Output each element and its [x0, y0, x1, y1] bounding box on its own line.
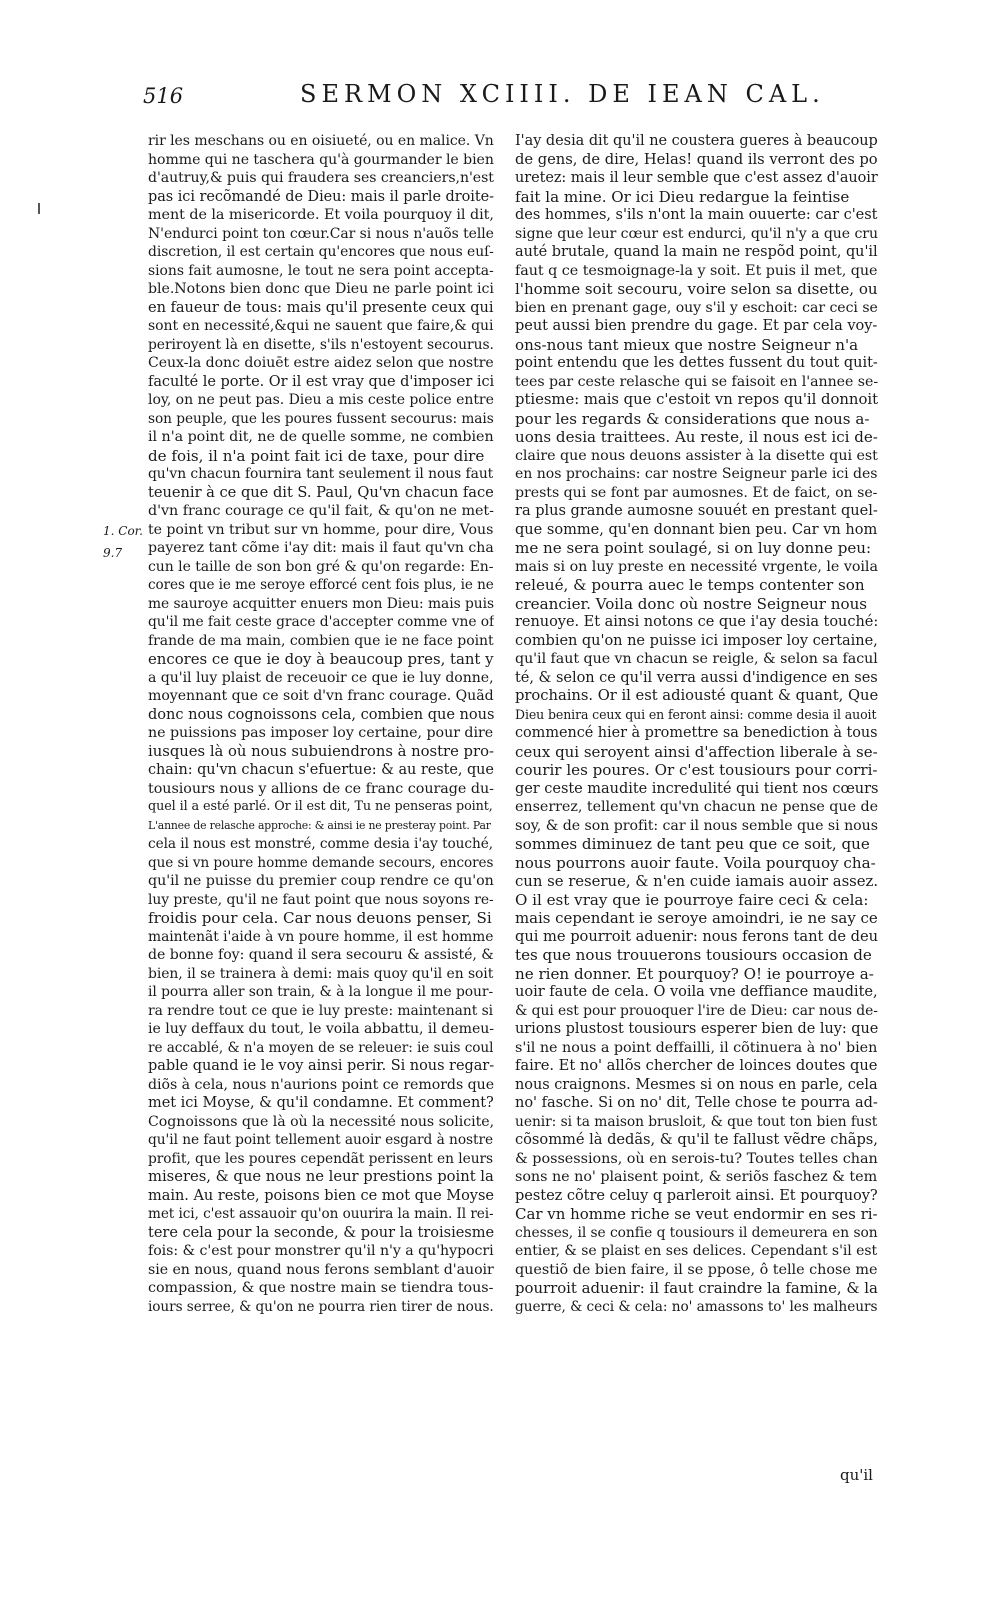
text-line: sie en nous, quand nous ferons semblant d'auoir: [148, 1261, 494, 1278]
text-line: Cognoissons que là où la necessité nous solicite,: [148, 1113, 494, 1130]
text-line: quel il a esté parlé. Or il est dit, Tu ne penseras point,: [148, 799, 493, 814]
text-line: prests qui se font par aumosnes. Et de faict, on se-: [515, 484, 878, 501]
text-line: O il est vray que ie pourroye faire ceci & cela:: [515, 890, 869, 909]
text-line: uenir: si ta maison brusloit, & que tout ton bien fust: [515, 1113, 878, 1130]
text-line: compassion, & que nostre main se tiendra tous-: [148, 1280, 494, 1296]
text-line: & qui est pour prouoquer l'ire de Dieu: car nous de-: [515, 1002, 878, 1019]
text-line: qui me pourroit aduenir: nous ferons tant de deu: [515, 927, 878, 945]
text-line: cõsommé là dedãs, & qu'il te fallust vẽdre chãps,: [515, 1131, 878, 1148]
text-line: l'homme soit secouru, voire selon sa disette, ou: [515, 280, 878, 298]
text-line: tere cela pour la seconde, & pour la troisiesme: [148, 1223, 494, 1241]
text-line: urions plustost tousiours esperer bien de luy: que: [515, 1021, 878, 1037]
text-line: cela il nous est monstré, comme desia i'ay touché,: [148, 836, 494, 852]
text-line: discretion, il est certain qu'encores que nous euſ-: [148, 244, 494, 260]
left-text-column: [148, 132, 494, 1316]
text-line: s'il ne nous a point deffailli, il cõtinuera à no' bien: [515, 1039, 878, 1056]
text-line: pestez cõtre celuy q parleroit ainsi. Et pourquoy?: [515, 1187, 878, 1204]
text-line: courir les poures. Or c'est tousiours pour corri-: [515, 761, 878, 779]
text-line: teuenir à ce que dit S. Paul, Qu'vn chacun face: [148, 483, 494, 501]
text-line: cores que ie me seroye efforcé cent fois plus, ie ne: [148, 577, 494, 593]
text-line: I'ay desia dit qu'il ne coustera gueres à beaucoup: [515, 133, 878, 149]
text-line: sommes diminuez de tant peu que ce soit, que: [515, 835, 870, 853]
text-line: rir les meschans ou en oisiueté, ou en malice. Vn: [148, 133, 494, 149]
text-line: Dieu benira ceux qui en feront ainsi: comme desia il auoit: [515, 706, 877, 722]
text-line: té, & selon ce qu'il verra aussi d'indigence en ses: [515, 669, 878, 686]
text-line: signe que leur cœur est endurci, qu'il n'y a que cru: [515, 225, 878, 242]
text-line: loy, on ne peut pas. Dieu a mis ceste police entre: [148, 392, 494, 408]
text-line: chain: qu'vn chacun s'efuertue: & au reste, que: [148, 762, 494, 778]
text-line: cun se reserue, & n'en cuide iamais auoir assez.: [515, 872, 878, 890]
text-line: nous craignons. Mesmes si on nous en parle, cela: [515, 1076, 878, 1093]
text-line: guerre, & ceci & cela: no' amassons to' les malheurs: [515, 1298, 878, 1315]
text-line: releué, & pourra auec le temps contenter son: [515, 576, 865, 594]
text-line: luy preste, qu'il ne faut point que nous soyons re-: [148, 891, 494, 908]
text-line: commencé hier à promettre sa benediction à tous: [515, 725, 878, 741]
text-line: pable quand ie le voy ainsi perir. Si nous regar-: [148, 1058, 494, 1074]
text-line: iusques là où nous subuiendrons à nostre pro-: [148, 742, 494, 760]
text-line: qu'vn chacun fournira tant seulement il nous faut: [148, 466, 494, 482]
text-line: Ceux-la donc doiuēt estre aidez selon que nostre: [148, 355, 494, 371]
text-line: auté brutale, quand la main ne respõd point, qu'il: [515, 244, 878, 260]
text-line: d'vn franc courage ce qu'il fait, & qu'on ne met-: [148, 503, 494, 519]
text-line: creancier. Voila donc où nostre Seigneur nous: [515, 594, 868, 613]
text-line: que si vn poure homme demande secours, encores: [148, 854, 494, 871]
text-line: met ici Moyse, & qu'il condamne. Et comment?: [148, 1095, 494, 1111]
running-title: SERMON XCIIII. DE IEAN CAL.: [300, 80, 825, 108]
margin-reference-line: 9.7: [103, 546, 123, 560]
text-line: ra rendre tout ce que ie luy preste: maintenant si: [148, 1002, 494, 1019]
text-line: combien qu'on ne puisse ici imposer loy certaine,: [515, 632, 878, 649]
text-line: prochains. Or il est adiousté quant & quant, Que: [515, 687, 878, 704]
text-line: de bonne foy: quand il sera secouru & assisté, &: [148, 947, 494, 963]
text-line: Car vn homme riche se veut endormir en ses ri-: [515, 1205, 878, 1223]
text-line: ie luy deffaux du tout, le voila abbattu, il demeu-: [148, 1021, 494, 1037]
text-line: soy, & de son profit: car il nous semble que si nous: [515, 817, 878, 834]
text-line: main. Au reste, poisons bien ce mot que Moyse: [148, 1187, 494, 1204]
text-line: sont en necessité,&qui ne sauent que faire,& qui: [148, 318, 494, 334]
text-line: tees par ceste relasche qui se faisoit en l'annee se-: [515, 373, 878, 390]
text-line: fait la mine. Or ici Dieu redargue la feintise: [515, 187, 850, 206]
page-header: [0, 80, 1000, 120]
margin-reference: [103, 520, 143, 564]
text-line: ceux qui seroyent ainsi d'affection liberale à se-: [515, 742, 878, 761]
text-line: pour les regards & considerations que nous a-: [515, 409, 870, 428]
text-line: ger ceste maudite incredulité qui tient nos cœurs: [515, 780, 878, 797]
text-line: questiõ de bien faire, il se ppose, ô telle chose me: [515, 1261, 878, 1278]
text-line: qu'il ne faut point tellement auoir esgard à nostre: [148, 1132, 494, 1148]
text-line: frande de ma main, combien que ie ne face point: [148, 632, 494, 649]
text-line: maintenãt i'aide à vn poure homme, il est homme: [148, 928, 494, 945]
text-line: que somme, qu'en donnant bien peu. Car vn hom: [515, 520, 878, 538]
text-line: point entendu que les dettes fussent du tout quit-: [515, 355, 878, 371]
text-line: iours serree, & qu'on ne pourra rien tirer de nous.: [148, 1298, 494, 1315]
text-line: faut q ce tesmoignage-la y soit. Et puis il met, que: [515, 262, 878, 279]
text-line: a qu'il luy plaist de receuoir ce que ie luy donne,: [148, 669, 494, 686]
text-line: N'endurci point ton cœur.Car si nous n'auõs telle: [148, 225, 494, 242]
text-line: no' fasche. Si on no' dit, Telle chose te pourra ad-: [515, 1095, 878, 1111]
text-line: pourroit aduenir: il faut craindre la famine, & la: [515, 1279, 878, 1297]
text-line: te point vn tribut sur vn homme, pour dire, Vous: [148, 521, 494, 538]
text-line: ra plus grande aumosne souuét en prestant quel-: [515, 502, 878, 519]
text-line: diõs à cela, nous n'aurions point ce remords que: [148, 1076, 494, 1093]
right-text-column: [515, 132, 878, 1316]
margin-reference-line: 1. Cor.: [103, 524, 143, 538]
text-line: bien, il se trainera à demi: mais quoy qu'il en soit: [148, 965, 494, 982]
text-line: uoir faute de cela. O voila vne deffiance maudite,: [515, 983, 878, 1000]
text-line: en nos prochains: car nostre Seigneur parle ici des: [515, 466, 878, 482]
catchword: qu'il: [840, 1466, 873, 1484]
text-line: faculté le porte. Or il est vray que d'imposer ici: [148, 373, 494, 390]
text-line: ptiesme: mais que c'estoit vn repos qu'il donnoit: [515, 391, 878, 408]
text-line: L'annee de relasche approche: & ainsi ie ne presteray point. Par: [148, 818, 491, 832]
text-line: re accablé, & n'a moyen de se releuer: ie suis coul: [148, 1039, 494, 1056]
text-line: mais cependant ie seroye amoindri, ie ne say ce: [515, 909, 878, 927]
text-line: des hommes, s'ils n'ont la main ouuerte: car c'est: [515, 207, 878, 223]
text-line: faire. Et no' allõs chercher de loinces doutes que: [515, 1057, 878, 1074]
text-line: pas ici recõmandé de Dieu: mais il parle droite-: [148, 188, 494, 205]
text-line: de fois, il n'a point fait ici de taxe, pour dire: [148, 446, 485, 465]
text-line: tousiours nous y allions de ce franc courage du-: [148, 780, 494, 797]
text-line: peut aussi bien prendre du gage. Et par cela voy-: [515, 318, 878, 334]
text-line: ne rien donner. Et pourquoy? O! ie pourroye a-: [515, 964, 874, 983]
text-line: froidis pour cela. Car nous deuons penser, Si: [148, 909, 492, 927]
text-line: qu'il faut que vn chacun se reigle, & selon sa facul: [515, 651, 878, 667]
text-line: me ne sera point soulagé, si on luy donne peu:: [515, 539, 872, 557]
text-line: fois: & c'est pour monstrer qu'il n'y a qu'hypocri: [148, 1243, 494, 1259]
text-line: ble.Notons bien donc que Dieu ne parle point ici: [148, 281, 494, 297]
text-line: homme qui ne taschera qu'à gourmander le bien: [148, 151, 494, 168]
text-line: renuoye. Et ainsi notons ce que i'ay desia touché:: [515, 614, 878, 630]
text-line: sons ne no' plaisent point, & seriõs faschez & tem: [515, 1169, 878, 1185]
text-line: il n'a point dit, ne de quelle somme, ne combien: [148, 429, 494, 445]
text-line: encores ce que ie doy à beaucoup pres, tant y: [148, 650, 494, 668]
text-line: chesses, il se confie q tousiours il demeurera en son: [515, 1224, 878, 1241]
text-line: sions fait aumosne, le tout ne sera point accepta-: [148, 262, 494, 279]
text-line: en faueur de tous: mais qu'il presente ceux qui: [148, 298, 494, 316]
page-number: 516: [143, 84, 184, 108]
text-line: nous pourrons auoir faute. Voila pourquoy cha-: [515, 853, 876, 872]
text-line: profit, que les poures cependãt perissent en leurs: [148, 1150, 494, 1167]
text-line: ne puissions pas imposer loy certaine, pour dire: [148, 725, 494, 741]
text-line: miseres, & que nous ne leur prestions point la: [148, 1168, 494, 1185]
text-line: periroyent là en disette, s'ils n'estoyent secourus.: [148, 336, 494, 353]
text-line: & possessions, où en serois-tu? Toutes telles chan: [515, 1150, 878, 1167]
text-line: me sauroye acquitter enuers mon Dieu: mais puis: [148, 595, 494, 612]
text-line: enserrez, tellement qu'vn chacun ne pense que de: [515, 799, 878, 815]
text-line: uons desia traittees. Au reste, il nous est ici de-: [515, 428, 878, 446]
text-line: donc nous cognoissons cela, combien que nous: [148, 705, 494, 723]
text-line: son peuple, que les poures fussent secourus: mais: [148, 410, 494, 427]
text-line: de gens, de dire, Helas! quand ils verront des po: [515, 150, 878, 168]
text-line: il pourra aller son train, & à la longue il me pour-: [148, 984, 494, 1000]
text-line: entier, & se plaist en ses delices. Cependant s'il est: [515, 1243, 878, 1259]
text-line: moyennant que ce soit d'vn franc courage. Quãd: [148, 688, 494, 704]
text-line: bien en prenant gage, ouy s'il y eschoit: car ceci se: [515, 299, 878, 316]
text-line: uretez: mais il leur semble que c'est assez d'auoir: [515, 170, 878, 186]
text-line: mais si on luy preste en necessité vrgente, le voila: [515, 558, 878, 575]
text-line: ment de la misericorde. Et voila pourquoy il dit,: [148, 207, 494, 223]
text-line: cun le taille de son bon gré & qu'on regarde: En-: [148, 558, 494, 575]
text-line: payerez tant cõme i'ay dit: mais il faut qu'vn cha: [148, 540, 494, 556]
text-line: qu'il ne puisse du premier coup rendre ce qu'on: [148, 873, 494, 889]
text-line: tes que nous trouuerons tousiours occasion de: [515, 946, 872, 964]
text-line: d'autruy,& puis qui fraudera ses creanciers,n'est: [148, 170, 494, 186]
text-line: met ici, c'est assauoir qu'on ouurira la main. Il rei-: [148, 1206, 494, 1222]
text-line: qu'il me fait ceste grace d'accepter comme vne of: [148, 614, 494, 630]
margin-mark: [38, 203, 40, 214]
text-line: ons-nous tant mieux que nostre Seigneur n'a: [515, 335, 859, 354]
text-line: claire que nous deuons assister à la disette qui est: [515, 447, 878, 464]
